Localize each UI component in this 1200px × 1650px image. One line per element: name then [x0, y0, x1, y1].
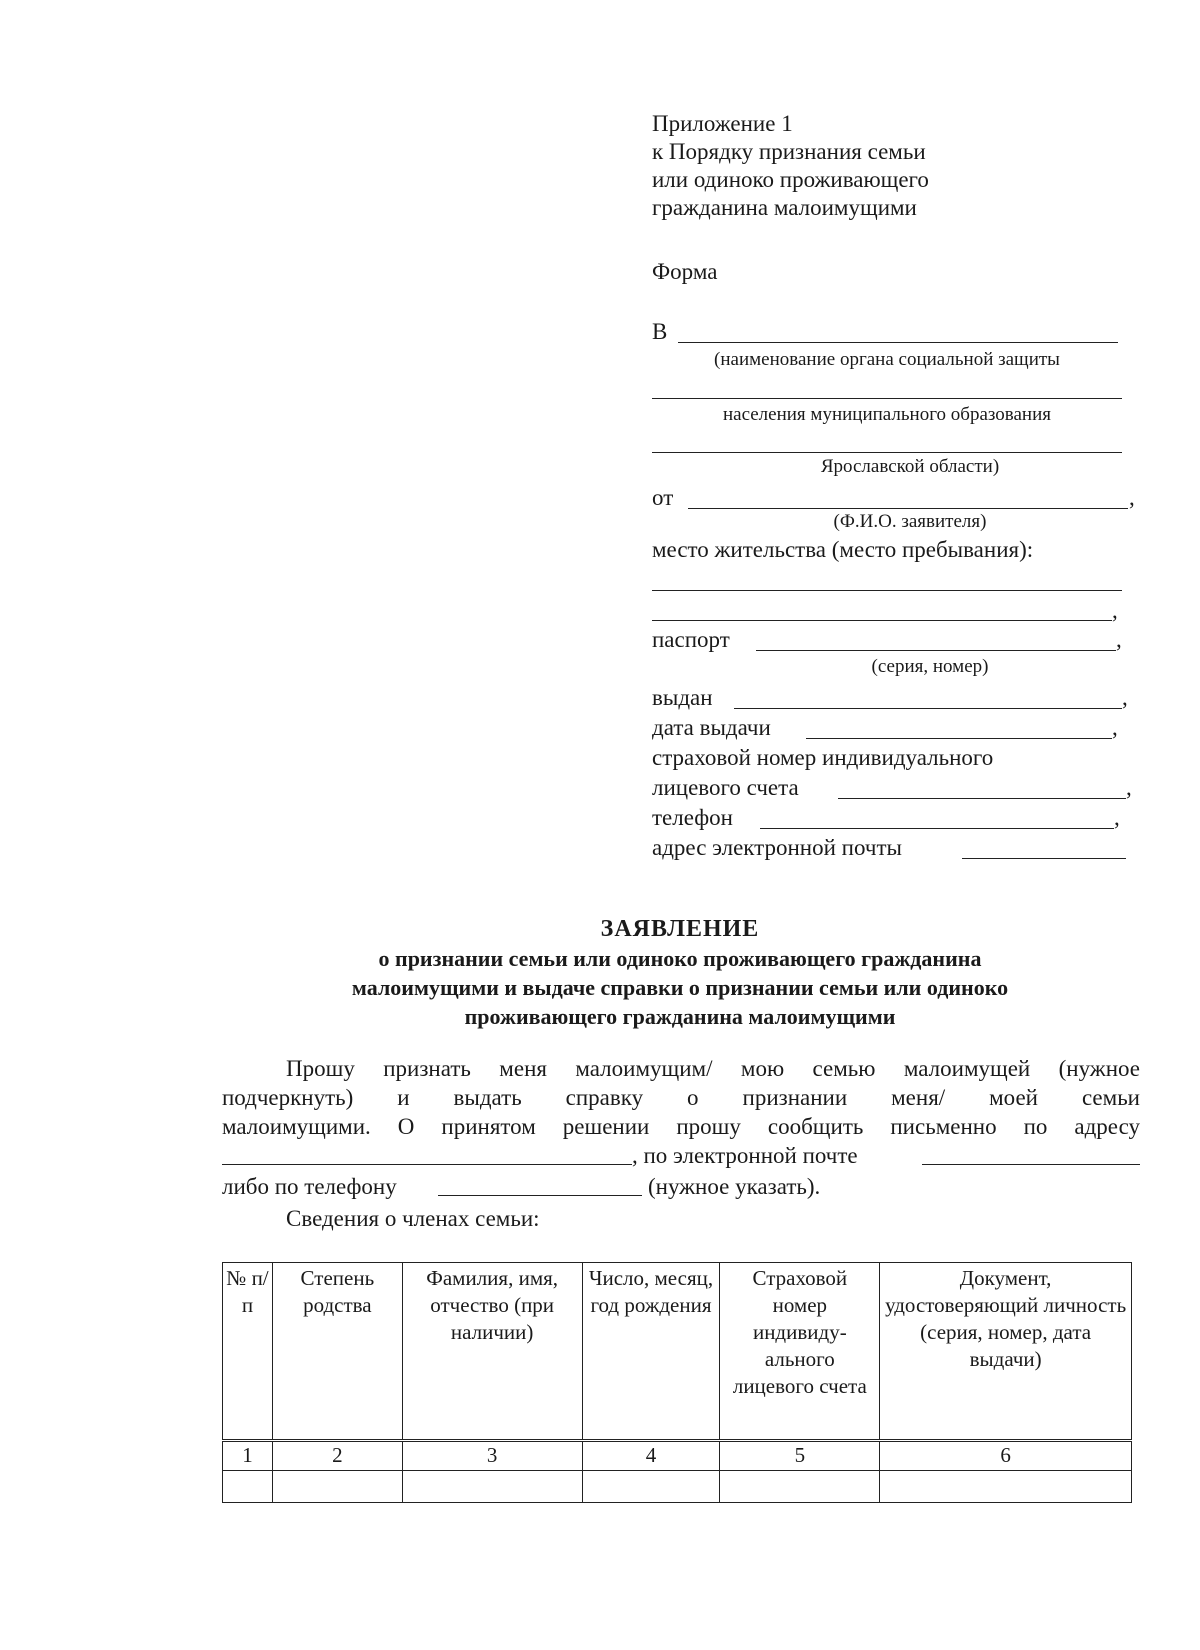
comma: ,: [1112, 715, 1118, 740]
column-number: 3: [402, 1441, 582, 1471]
table-cell[interactable]: [720, 1471, 880, 1503]
column-number: 4: [582, 1441, 720, 1471]
comma: ,: [1122, 685, 1128, 710]
header-cell-identity-document: Документ, удостоверяющий личность (серия, номер, дата выдачи): [880, 1263, 1132, 1441]
addressee-field-line-2[interactable]: [652, 398, 1122, 399]
issued-field[interactable]: [734, 708, 1122, 709]
specify-note: (нужное указать).: [648, 1174, 821, 1199]
issue-date-field[interactable]: [806, 738, 1112, 739]
table-cell[interactable]: [402, 1471, 582, 1503]
application-title: [210, 914, 1150, 1031]
appendix-line-4: гражданина малоимущими: [652, 195, 917, 220]
body-line-2: подчеркнуть) и выдать справку о признании меня/ моей семьи: [222, 1085, 1140, 1110]
residence-label: место жительства (место пребывания):: [652, 537, 1034, 562]
table-cell[interactable]: [223, 1471, 273, 1503]
family-members-label: Сведения о членах семьи:: [286, 1206, 540, 1231]
body-line-1: Прошу признать меня малоимущим/ мою семью малоимущей (нужное: [286, 1056, 1140, 1081]
table-cell[interactable]: [582, 1471, 720, 1503]
passport-field[interactable]: [756, 650, 1116, 651]
phone-label: телефон: [652, 805, 733, 830]
passport-label: паспорт: [652, 627, 730, 652]
from-label: от: [652, 485, 674, 510]
header-cell-insurance-number: Страховой номер индивиду-ального лицевого счета: [720, 1263, 880, 1441]
passport-caption: (серия, номер): [871, 656, 989, 677]
column-number: 1: [223, 1441, 273, 1471]
family-members-table: [222, 1262, 1132, 1503]
body-line-3: малоимущими. О принятом решении прошу сообщить письменно по адресу: [222, 1114, 1140, 1139]
header-cell-number: № п/п: [223, 1263, 273, 1441]
addressee-field-line-3[interactable]: [652, 452, 1122, 453]
insurance-label-1: страховой номер индивидуального: [652, 745, 994, 770]
appendix-line-1: Приложение 1: [652, 111, 793, 136]
email-option-text: , по электронной почте: [632, 1143, 858, 1168]
form-label: Форма: [652, 259, 718, 284]
title-line-1: о признании семьи или одиноко проживающего гражданина: [378, 946, 982, 971]
addressee-caption-1: (наименование органа социальной защиты: [714, 349, 1060, 370]
comma: ,: [1126, 775, 1132, 800]
email-label: адрес электронной почты: [652, 835, 902, 860]
column-number: 5: [720, 1441, 880, 1471]
issue-date-label: дата выдачи: [652, 715, 771, 740]
header-cell-full-name: Фамилия, имя, отчество (при наличии): [402, 1263, 582, 1441]
email-option-field[interactable]: [922, 1164, 1140, 1165]
table-cell[interactable]: [880, 1471, 1132, 1503]
table-header-row: [223, 1263, 1132, 1441]
phone-option-text: либо по телефону: [222, 1174, 397, 1199]
email-field[interactable]: [962, 858, 1126, 859]
title-line-3: проживающего гражданина малоимущими: [464, 1004, 896, 1029]
phone-field[interactable]: [760, 828, 1114, 829]
appendix-line-3: или одиноко проживающего: [652, 167, 929, 192]
insurance-label-2: лицевого счета: [652, 775, 799, 800]
addressee-caption-2: населения муниципального образования: [722, 404, 1051, 425]
comma: ,: [1116, 627, 1122, 652]
applicant-name-field[interactable]: [688, 508, 1128, 509]
residence-field-line-1[interactable]: [652, 590, 1122, 591]
residence-field-line-2[interactable]: [652, 620, 1112, 621]
table-cell[interactable]: [272, 1471, 402, 1503]
title-heading: ЗАЯВЛЕНИЕ: [600, 916, 760, 942]
postal-address-field[interactable]: [222, 1164, 632, 1165]
comma: ,: [1112, 598, 1118, 623]
column-number: 2: [272, 1441, 402, 1471]
column-number: 6: [880, 1441, 1132, 1471]
from-caption: (Ф.И.О. заявителя): [833, 511, 987, 532]
header-cell-relation: Степень родства: [272, 1263, 402, 1441]
comma: ,: [1129, 485, 1135, 510]
phone-option-field[interactable]: [438, 1195, 642, 1196]
addressee-caption-3: Ярославской области): [820, 456, 1000, 477]
table-row: [223, 1471, 1132, 1503]
comma: ,: [1114, 805, 1120, 830]
title-line-2: малоимущими и выдаче справки о признании семьи или одиноко: [351, 975, 1009, 1000]
appendix-line-2: к Порядку признания семьи: [652, 139, 926, 164]
issued-label: выдан: [652, 685, 713, 710]
addressee-prefix: В: [652, 319, 668, 344]
body-paragraph: [222, 1054, 1140, 1141]
header-cell-birth-date: Число, месяц, год рождения: [582, 1263, 720, 1441]
table-numbering-row: [223, 1441, 1132, 1471]
insurance-number-field[interactable]: [838, 798, 1126, 799]
addressee-field-line-1[interactable]: [678, 342, 1118, 343]
